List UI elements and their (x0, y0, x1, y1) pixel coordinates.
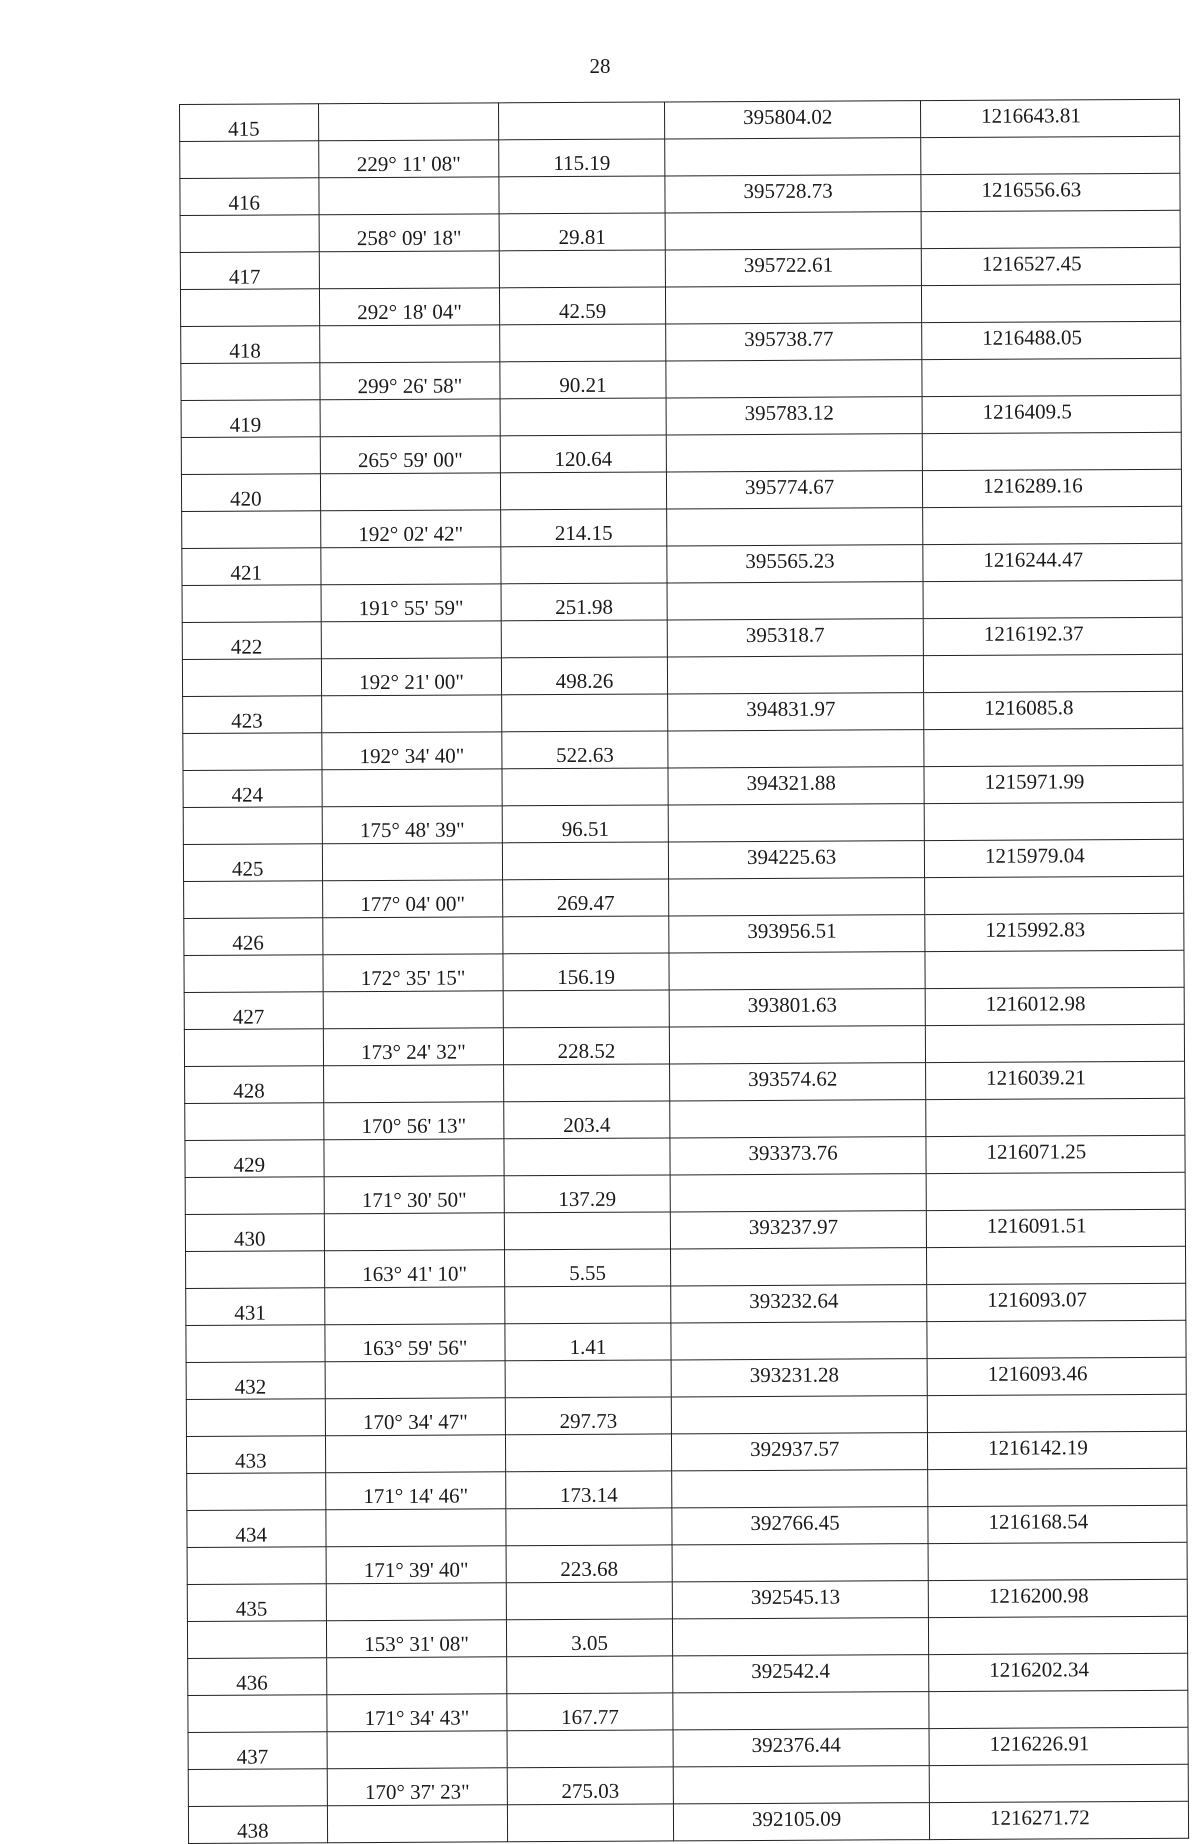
station-cell (180, 141, 319, 179)
bearing-cell (319, 251, 499, 289)
station-row (186, 1283, 1186, 1325)
station-row (183, 765, 1183, 807)
northing-cell: 394225.63 (668, 841, 924, 879)
easting-cell (929, 1764, 1188, 1802)
northing-cell (669, 1026, 925, 1064)
northing-cell (670, 1174, 926, 1212)
station-row (185, 1135, 1185, 1177)
easting-cell (923, 580, 1182, 618)
station-cell (180, 289, 319, 327)
station-cell: 418 (181, 326, 320, 364)
station-cell (187, 1547, 326, 1585)
bearing-cell (325, 1361, 505, 1399)
station-row (188, 1727, 1188, 1769)
distance-cell: 167.77 (507, 1693, 673, 1731)
northing-cell: 393373.76 (670, 1137, 926, 1175)
distance-cell (505, 1360, 671, 1398)
course-row (187, 1542, 1187, 1584)
course-row (180, 284, 1180, 326)
station-cell (182, 585, 321, 623)
distance-cell (507, 1656, 673, 1694)
northing-cell (671, 1396, 927, 1434)
bearing-cell (320, 473, 500, 511)
distance-cell: 90.21 (500, 361, 666, 399)
northing-cell: 395783.12 (666, 397, 922, 435)
station-cell: 426 (184, 918, 323, 956)
northing-cell: 395774.67 (666, 471, 922, 509)
course-row (180, 210, 1180, 252)
northing-cell: 392937.57 (671, 1433, 927, 1471)
station-row (188, 1653, 1188, 1695)
easting-cell: 1216168.54 (928, 1505, 1187, 1543)
station-cell (182, 659, 321, 697)
easting-cell (929, 1690, 1188, 1728)
distance-cell (507, 1804, 673, 1842)
bearing-cell: 191° 55' 59" (321, 584, 501, 622)
station-cell: 415 (180, 104, 319, 142)
station-row (183, 691, 1183, 733)
course-row (183, 728, 1183, 770)
distance-cell (506, 1508, 672, 1546)
northing-cell: 393237.97 (670, 1211, 926, 1249)
station-cell (186, 1399, 325, 1437)
distance-cell: 223.68 (506, 1545, 672, 1583)
station-row (181, 395, 1181, 437)
bearing-cell (320, 325, 500, 363)
bearing-cell (326, 1583, 506, 1621)
northing-cell: 392376.44 (673, 1729, 929, 1767)
distance-cell (503, 916, 669, 954)
distance-cell (499, 176, 665, 214)
easting-cell: 1215992.83 (925, 913, 1184, 951)
distance-cell (499, 250, 665, 288)
station-row (184, 987, 1184, 1029)
bearing-cell (327, 1805, 507, 1843)
station-row (187, 1505, 1187, 1547)
station-row (180, 173, 1180, 215)
distance-cell: 115.19 (499, 139, 665, 177)
easting-cell: 1215971.99 (924, 765, 1183, 803)
northing-cell: 393574.62 (670, 1063, 926, 1101)
northing-cell (667, 582, 923, 620)
page-number: 28 (589, 54, 611, 78)
bearing-cell (327, 1731, 507, 1769)
northing-cell: 393956.51 (669, 915, 925, 953)
northing-cell: 392542.4 (673, 1655, 929, 1693)
easting-cell: 1216039.21 (926, 1061, 1185, 1099)
easting-cell (921, 210, 1180, 248)
distance-cell: 3.05 (506, 1619, 672, 1657)
bearing-cell (325, 1435, 505, 1473)
station-cell: 421 (182, 548, 321, 586)
station-cell (184, 955, 323, 993)
distance-cell (504, 1138, 670, 1176)
easting-cell (925, 1024, 1184, 1062)
northing-cell: 393231.28 (671, 1359, 927, 1397)
northing-cell (670, 1100, 926, 1138)
northing-cell (665, 286, 921, 324)
bearing-cell: 173° 24' 32" (323, 1028, 503, 1066)
northing-cell (671, 1322, 927, 1360)
distance-cell (507, 1730, 673, 1768)
bearing-cell: 171° 30' 50" (324, 1176, 504, 1214)
station-cell: 432 (186, 1362, 325, 1400)
distance-cell (500, 472, 666, 510)
bearing-cell: 170° 56' 13" (324, 1102, 504, 1140)
distance-cell (502, 842, 668, 880)
northing-cell (666, 434, 922, 472)
easting-cell: 1216085.8 (924, 691, 1183, 729)
easting-cell: 1216409.5 (922, 395, 1181, 433)
station-cell (186, 1251, 325, 1289)
distance-cell: 5.55 (505, 1249, 671, 1287)
distance-cell (498, 102, 664, 140)
bearing-cell: 163° 59' 56" (325, 1324, 505, 1362)
northing-cell (673, 1692, 929, 1730)
station-row (185, 1209, 1185, 1251)
distance-cell: 156.19 (503, 953, 669, 991)
station-cell (185, 1177, 324, 1215)
easting-cell (926, 1172, 1185, 1210)
easting-cell: 1216200.98 (928, 1579, 1187, 1617)
station-cell: 424 (183, 770, 322, 808)
distance-cell: 275.03 (507, 1767, 673, 1805)
bearing-cell: 292° 18' 04" (319, 288, 499, 326)
distance-cell (501, 620, 667, 658)
distance-cell: 120.64 (500, 435, 666, 473)
course-row (185, 1172, 1185, 1214)
northing-cell (667, 656, 923, 694)
station-row (187, 1579, 1187, 1621)
bearing-cell: 170° 34' 47" (325, 1398, 505, 1436)
course-row (186, 1394, 1186, 1436)
bearing-cell: 192° 34' 40" (322, 732, 502, 770)
bearing-cell (321, 621, 501, 659)
northing-cell: 392545.13 (672, 1581, 928, 1619)
easting-cell: 1216192.37 (923, 617, 1182, 655)
bearing-cell: 172° 35' 15" (323, 954, 503, 992)
easting-cell (925, 950, 1184, 988)
northing-cell (665, 212, 921, 250)
course-row (182, 580, 1182, 622)
course-row (186, 1320, 1186, 1362)
station-cell: 434 (187, 1510, 326, 1548)
course-row (184, 950, 1184, 992)
easting-cell (925, 876, 1184, 914)
easting-cell (921, 284, 1180, 322)
course-row (180, 136, 1180, 178)
station-cell: 429 (185, 1140, 324, 1178)
easting-cell: 1216093.46 (927, 1357, 1186, 1395)
station-cell: 417 (180, 252, 319, 290)
course-row (182, 654, 1182, 696)
station-row (185, 1061, 1185, 1103)
bearing-cell (319, 177, 499, 215)
bearing-cell (325, 1287, 505, 1325)
station-row (182, 543, 1182, 585)
northing-cell: 395565.23 (667, 545, 923, 583)
bearing-cell (324, 1213, 504, 1251)
northing-cell: 395738.77 (666, 323, 922, 361)
station-cell: 433 (186, 1436, 325, 1474)
station-row (180, 247, 1180, 289)
bearing-cell: 175° 48' 39" (322, 806, 502, 844)
northing-cell (666, 360, 922, 398)
station-cell (184, 1029, 323, 1067)
northing-cell (669, 952, 925, 990)
bearing-cell: 171° 34' 43" (327, 1694, 507, 1732)
distance-cell: 498.26 (501, 657, 667, 695)
station-cell: 423 (183, 696, 322, 734)
distance-cell (506, 1582, 672, 1620)
distance-cell (504, 1212, 670, 1250)
easting-cell: 1216271.72 (929, 1801, 1188, 1839)
bearing-cell: 299° 26' 58" (320, 362, 500, 400)
bearing-cell: 153° 31' 08" (326, 1620, 506, 1658)
distance-cell: 203.4 (504, 1101, 670, 1139)
bearing-cell: 171° 39' 40" (326, 1546, 506, 1584)
station-row (181, 321, 1181, 363)
bearing-cell (323, 991, 503, 1029)
easting-cell (923, 654, 1182, 692)
northing-cell (668, 730, 924, 768)
easting-cell (928, 1542, 1187, 1580)
bearing-cell: 171° 14' 46" (326, 1472, 506, 1510)
easting-cell: 1216643.81 (920, 99, 1179, 137)
northing-cell: 395318.7 (667, 619, 923, 657)
northing-cell (673, 1766, 929, 1804)
easting-cell (923, 506, 1182, 544)
northing-cell (665, 138, 921, 176)
station-cell: 435 (187, 1584, 326, 1622)
northing-cell (668, 804, 924, 842)
station-cell (181, 437, 320, 475)
station-cell: 419 (181, 400, 320, 438)
bearing-cell: 265° 59' 00" (320, 436, 500, 474)
course-row (184, 1024, 1184, 1066)
bearing-cell: 229° 11' 08" (319, 140, 499, 178)
bearing-cell (326, 1509, 506, 1547)
northing-cell: 395804.02 (664, 101, 920, 139)
easting-cell: 1216071.25 (926, 1135, 1185, 1173)
station-cell: 428 (185, 1066, 324, 1104)
northing-cell (672, 1470, 928, 1508)
easting-cell: 1216488.05 (922, 321, 1181, 359)
bearing-cell (324, 1065, 504, 1103)
station-cell (188, 1769, 327, 1807)
distance-cell (500, 398, 666, 436)
easting-cell (924, 802, 1183, 840)
course-row (188, 1764, 1188, 1806)
distance-cell (505, 1434, 671, 1472)
easting-cell: 1216012.98 (925, 987, 1184, 1025)
bearing-cell (319, 103, 499, 141)
easting-cell: 1216202.34 (929, 1653, 1188, 1691)
course-row (187, 1616, 1187, 1658)
station-cell (187, 1621, 326, 1659)
station-row (183, 839, 1183, 881)
distance-cell (503, 990, 669, 1028)
distance-cell: 1.41 (505, 1323, 671, 1361)
distance-cell (505, 1286, 671, 1324)
easting-cell: 1216527.45 (921, 247, 1180, 285)
station-cell (181, 363, 320, 401)
easting-cell: 1216289.16 (922, 469, 1181, 507)
easting-cell (926, 1098, 1185, 1136)
northing-cell: 392105.09 (673, 1803, 929, 1841)
station-cell: 422 (182, 622, 321, 660)
course-row (185, 1098, 1185, 1140)
easting-cell (928, 1468, 1187, 1506)
easting-cell (924, 728, 1183, 766)
station-cell (183, 733, 322, 771)
station-row (182, 617, 1182, 659)
course-row (187, 1468, 1187, 1510)
easting-cell: 1216093.07 (927, 1283, 1186, 1321)
easting-cell: 1216226.91 (929, 1727, 1188, 1765)
northing-cell (671, 1248, 927, 1286)
distance-cell: 137.29 (504, 1175, 670, 1213)
course-row (182, 506, 1182, 548)
bearing-cell: 258° 09' 18" (319, 214, 499, 252)
easting-cell: 1215979.04 (924, 839, 1183, 877)
easting-cell (922, 358, 1181, 396)
bearing-cell: 170° 37' 23" (327, 1768, 507, 1806)
station-cell (182, 511, 321, 549)
station-cell (186, 1325, 325, 1363)
easting-cell (921, 136, 1180, 174)
station-cell: 427 (184, 992, 323, 1030)
distance-cell: 214.15 (501, 509, 667, 547)
distance-cell: 42.59 (499, 287, 665, 325)
bearing-cell (322, 769, 502, 807)
station-row (180, 99, 1180, 141)
distance-cell: 522.63 (502, 731, 668, 769)
easting-cell (926, 1246, 1185, 1284)
northing-cell: 395728.73 (665, 175, 921, 213)
station-cell: 425 (183, 844, 322, 882)
distance-cell (504, 1064, 670, 1102)
station-cell (185, 1103, 324, 1141)
bearing-cell (321, 547, 501, 585)
course-row (183, 802, 1183, 844)
bearing-cell: 192° 21' 00" (321, 658, 501, 696)
station-row (184, 913, 1184, 955)
course-row (181, 432, 1181, 474)
station-cell: 420 (181, 474, 320, 512)
northing-cell: 394321.88 (668, 767, 924, 805)
bearing-cell: 177° 04' 00" (323, 880, 503, 918)
distance-cell: 173.14 (506, 1471, 672, 1509)
easting-cell: 1216142.19 (927, 1431, 1186, 1469)
station-row (186, 1431, 1186, 1473)
distance-cell (500, 324, 666, 362)
bearing-cell (324, 1139, 504, 1177)
bearing-cell (323, 917, 503, 955)
station-cell (184, 881, 323, 919)
northing-cell (667, 508, 923, 546)
station-cell: 430 (185, 1214, 324, 1252)
course-row (181, 358, 1181, 400)
distance-cell (502, 694, 668, 732)
survey-table (179, 99, 1189, 1844)
station-cell: 416 (180, 178, 319, 216)
easting-cell (927, 1394, 1186, 1432)
easting-cell: 1216091.51 (926, 1209, 1185, 1247)
easting-cell (922, 432, 1181, 470)
station-cell: 436 (188, 1658, 327, 1696)
station-cell: 438 (188, 1806, 327, 1844)
bearing-cell (327, 1657, 507, 1695)
easting-cell (927, 1320, 1186, 1358)
distance-cell: 228.52 (503, 1027, 669, 1065)
bearing-cell (320, 399, 500, 437)
distance-cell: 269.47 (503, 879, 669, 917)
northing-cell (669, 878, 925, 916)
bearing-cell (322, 695, 502, 733)
northing-cell: 393232.64 (671, 1285, 927, 1323)
station-cell (187, 1473, 326, 1511)
course-row (184, 876, 1184, 918)
station-cell (180, 215, 319, 253)
course-row (186, 1246, 1186, 1288)
distance-cell (502, 768, 668, 806)
northing-cell (672, 1618, 928, 1656)
northing-cell: 393801.63 (669, 989, 925, 1027)
station-cell (188, 1695, 327, 1733)
station-row (188, 1801, 1188, 1843)
distance-cell (501, 546, 667, 584)
northing-cell: 395722.61 (665, 249, 921, 287)
distance-cell: 251.98 (501, 583, 667, 621)
northing-cell (672, 1544, 928, 1582)
bearing-cell: 192° 02' 42" (321, 510, 501, 548)
station-cell: 431 (186, 1288, 325, 1326)
bearing-cell: 163° 41' 10" (325, 1250, 505, 1288)
station-cell: 437 (188, 1732, 327, 1770)
bearing-cell (322, 843, 502, 881)
easting-cell: 1216244.47 (923, 543, 1182, 581)
northing-cell: 392766.45 (672, 1507, 928, 1545)
station-row (186, 1357, 1186, 1399)
easting-cell (928, 1616, 1187, 1654)
station-row (181, 469, 1181, 511)
easting-cell: 1216556.63 (921, 173, 1180, 211)
distance-cell: 96.51 (502, 805, 668, 843)
northing-cell: 394831.97 (668, 693, 924, 731)
station-cell (183, 807, 322, 845)
distance-cell: 297.73 (505, 1397, 671, 1435)
table-body (180, 99, 1189, 1843)
distance-cell: 29.81 (499, 213, 665, 251)
